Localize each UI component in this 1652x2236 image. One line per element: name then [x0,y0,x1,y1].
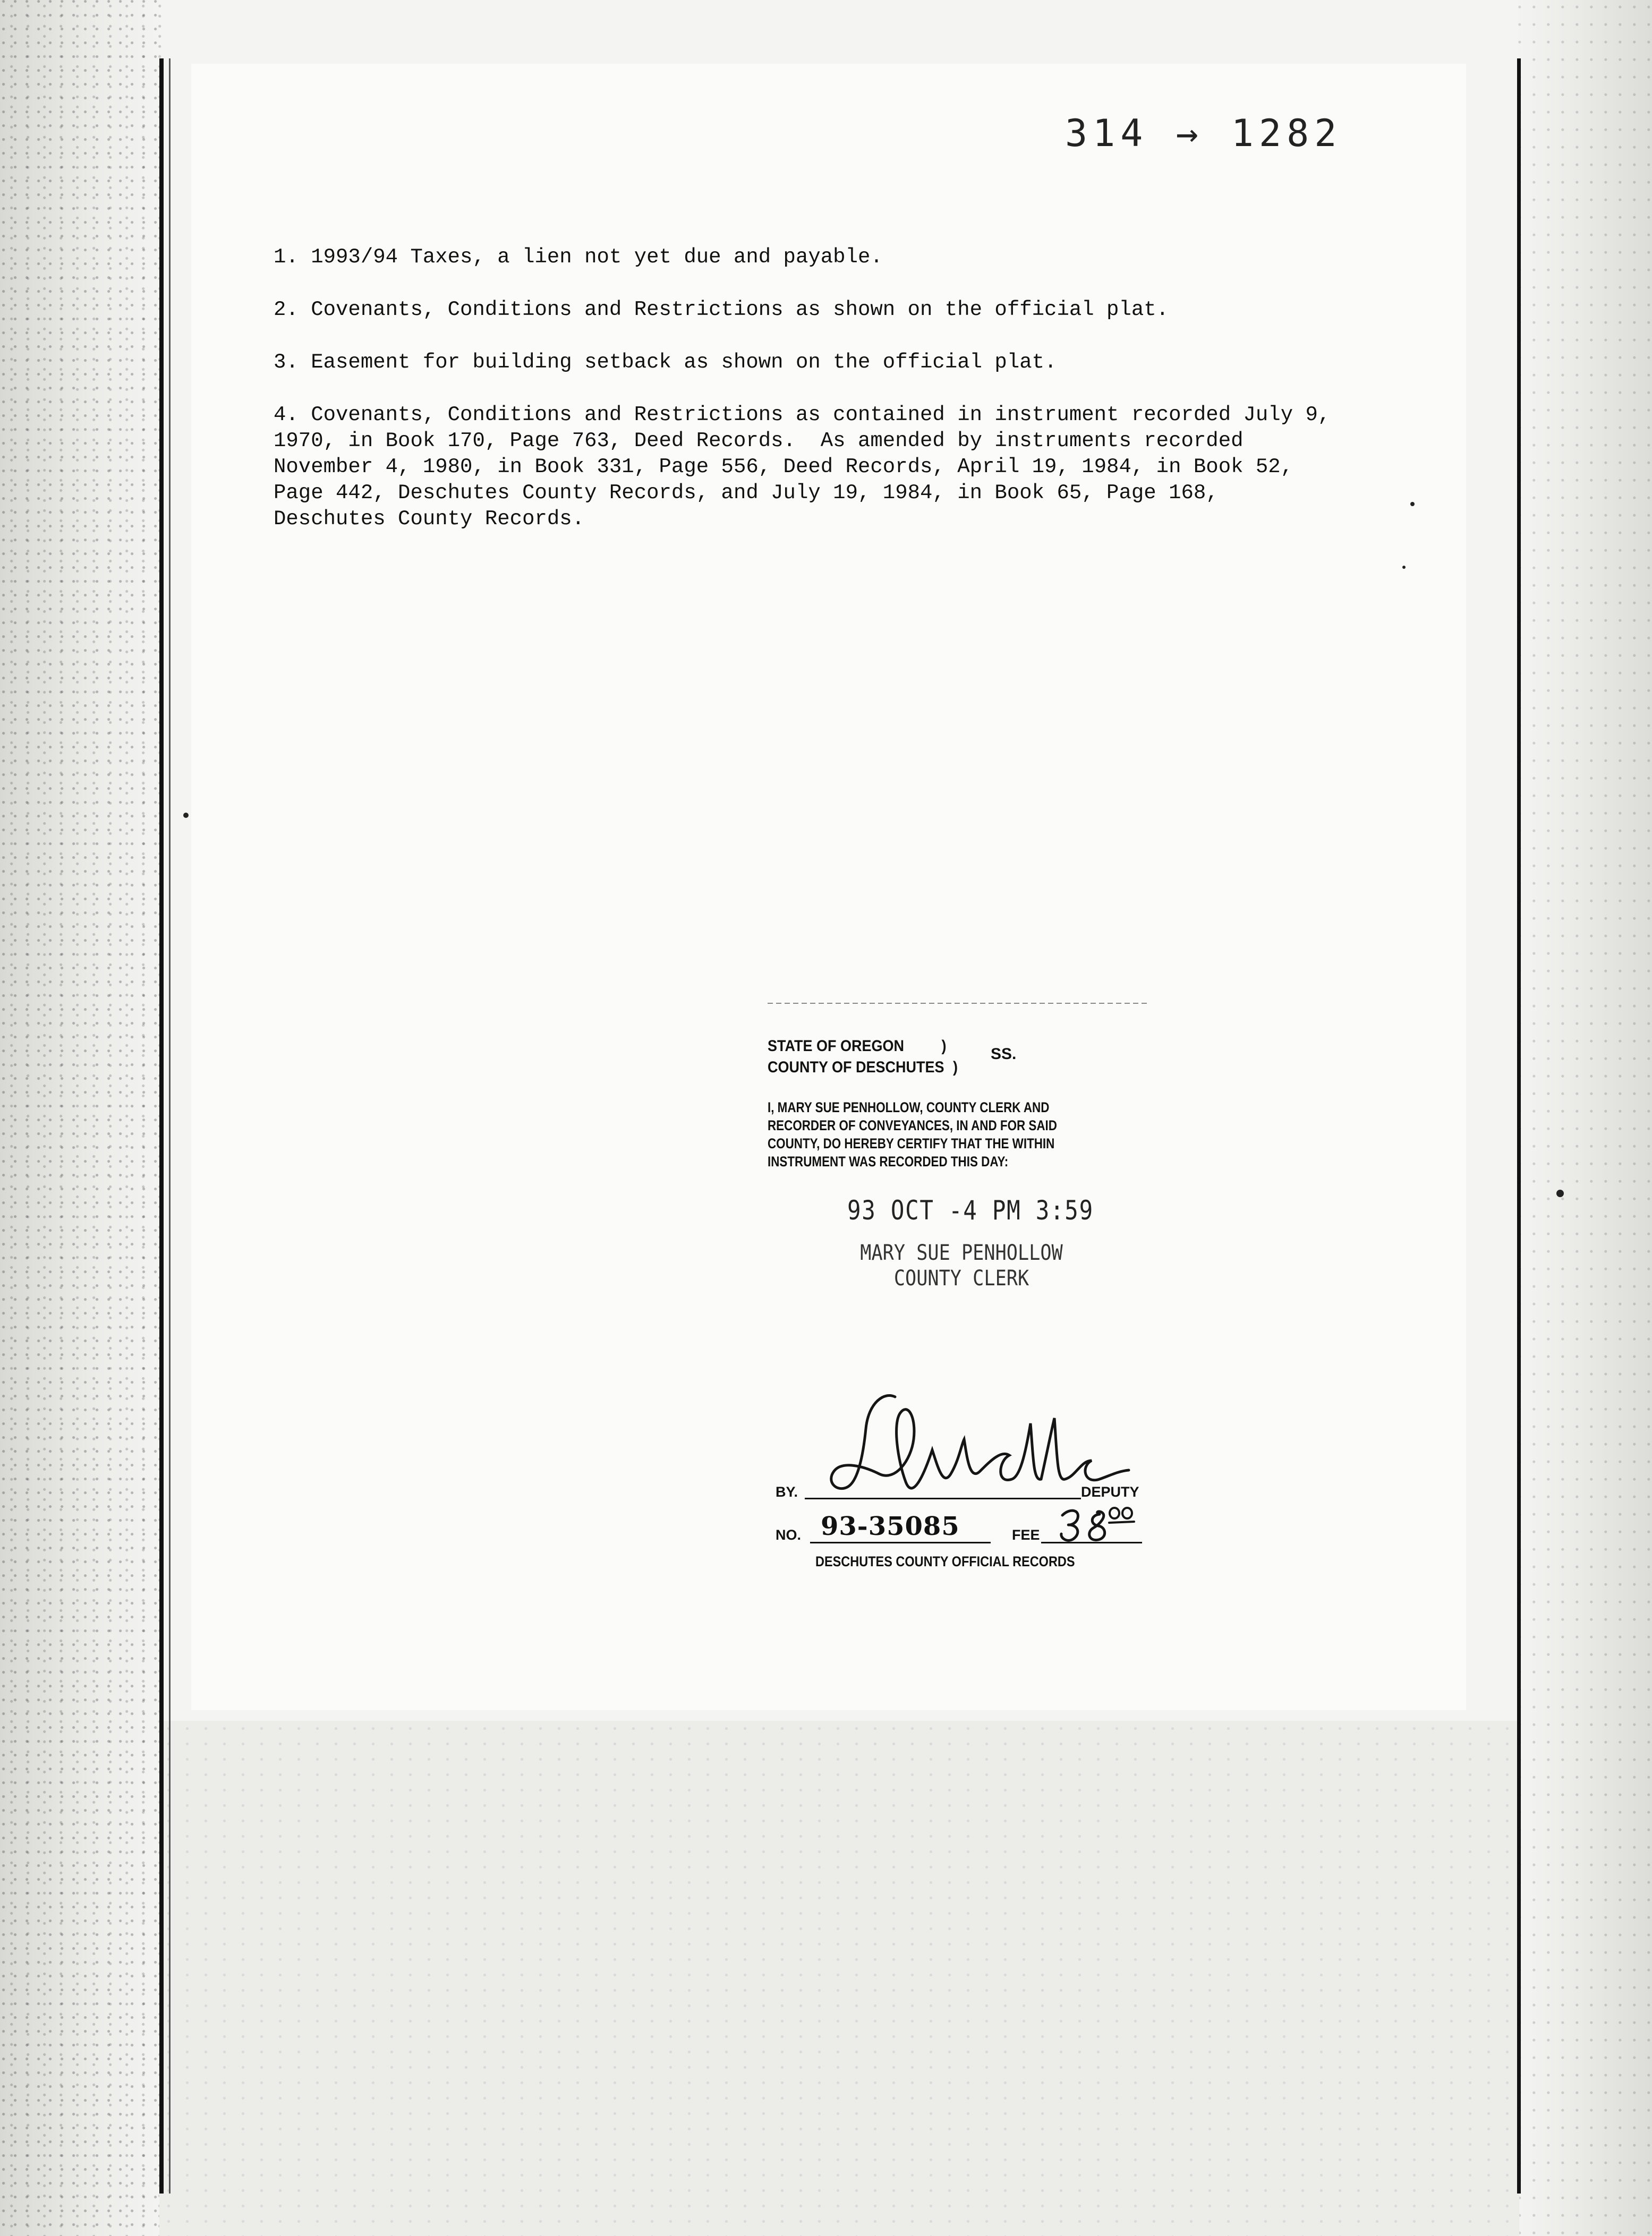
clerk-name-block [845,1240,1078,1291]
state-line: STATE OF OREGON [768,1037,905,1055]
deputy-label: DEPUTY [1081,1484,1139,1500]
scan-border-bottom [159,1721,1519,2236]
by-label: BY. [776,1484,798,1500]
recording-stamp [768,1036,1150,1569]
jurisdiction-block: STATE OF OREGON ) COUNTY OF DESCHUTES ) SS. [768,1037,1017,1076]
exception-item: 3. Easement for building setback as shown on the official plat. [274,351,1057,374]
instrument-number-row [776,1508,1147,1546]
scan-speck [1402,566,1406,569]
by-signature-line [805,1498,1081,1499]
no-line [810,1542,991,1543]
stamp-top-rule [768,1003,1150,1004]
scan-speck [1410,502,1415,506]
page-number: 314 → 1282 [1065,112,1342,155]
no-label: NO. [776,1527,802,1543]
ss-label: SS. [991,1045,1017,1063]
county-line: COUNTY OF DESCHUTES [768,1059,944,1076]
recorded-time: 93 OCT -4 PM 3:59 [847,1195,1094,1226]
scan-edge-line-left [159,58,164,2194]
scan-border-left [0,0,165,2236]
exceptions-list [274,244,1416,559]
exception-item: 2. Covenants, Conditions and Restrictions as shown on the official plat. [274,298,1169,321]
scan-speck [1556,1190,1564,1197]
clerk-certification: I, MARY SUE PENHOLLOW, COUNTY CLERK AND RECORDER OF CONVEYANCES, IN AND FOR SAID COUNTY, DO HEREBY CERTIFY THAT THE WITHIN INSTRUMENT WAS RECORDED THIS DAY: [768,1099,1057,1170]
scan-edge-line-right [1517,58,1521,2194]
scan-edge-line-left-inner [169,58,171,2194]
clerk-name: MARY SUE PENHOLLOW [860,1241,1063,1265]
official-records-label: DESCHUTES COUNTY OFFICIAL RECORDS [815,1554,1075,1569]
exception-item: 1. 1993/94 Taxes, a lien not yet due and payable. [274,245,883,269]
fee-label: FEE [1012,1527,1040,1543]
scan-speck [183,813,189,818]
instrument-number: 93-35085 [821,1512,960,1541]
by-row [776,1474,1147,1500]
fee-handwritten [1057,1505,1137,1544]
scan-border-right [1514,0,1652,2236]
clerk-title: COUNTY CLERK [893,1266,1029,1291]
exception-item: 4. Covenants, Conditions and Restrictions as contained in instrument recorded July 9, 1970, in Book 170, Page 763, Deed Records. As amended by instruments recorded November 4, 1980, in Book 331, Page 556, Deed Records, April 19, 1984, in Book 52, Page 442, Deschutes County Records, and July 19, 1984, in Book 65, Page 168, Deschutes County Records. [274,403,1331,531]
